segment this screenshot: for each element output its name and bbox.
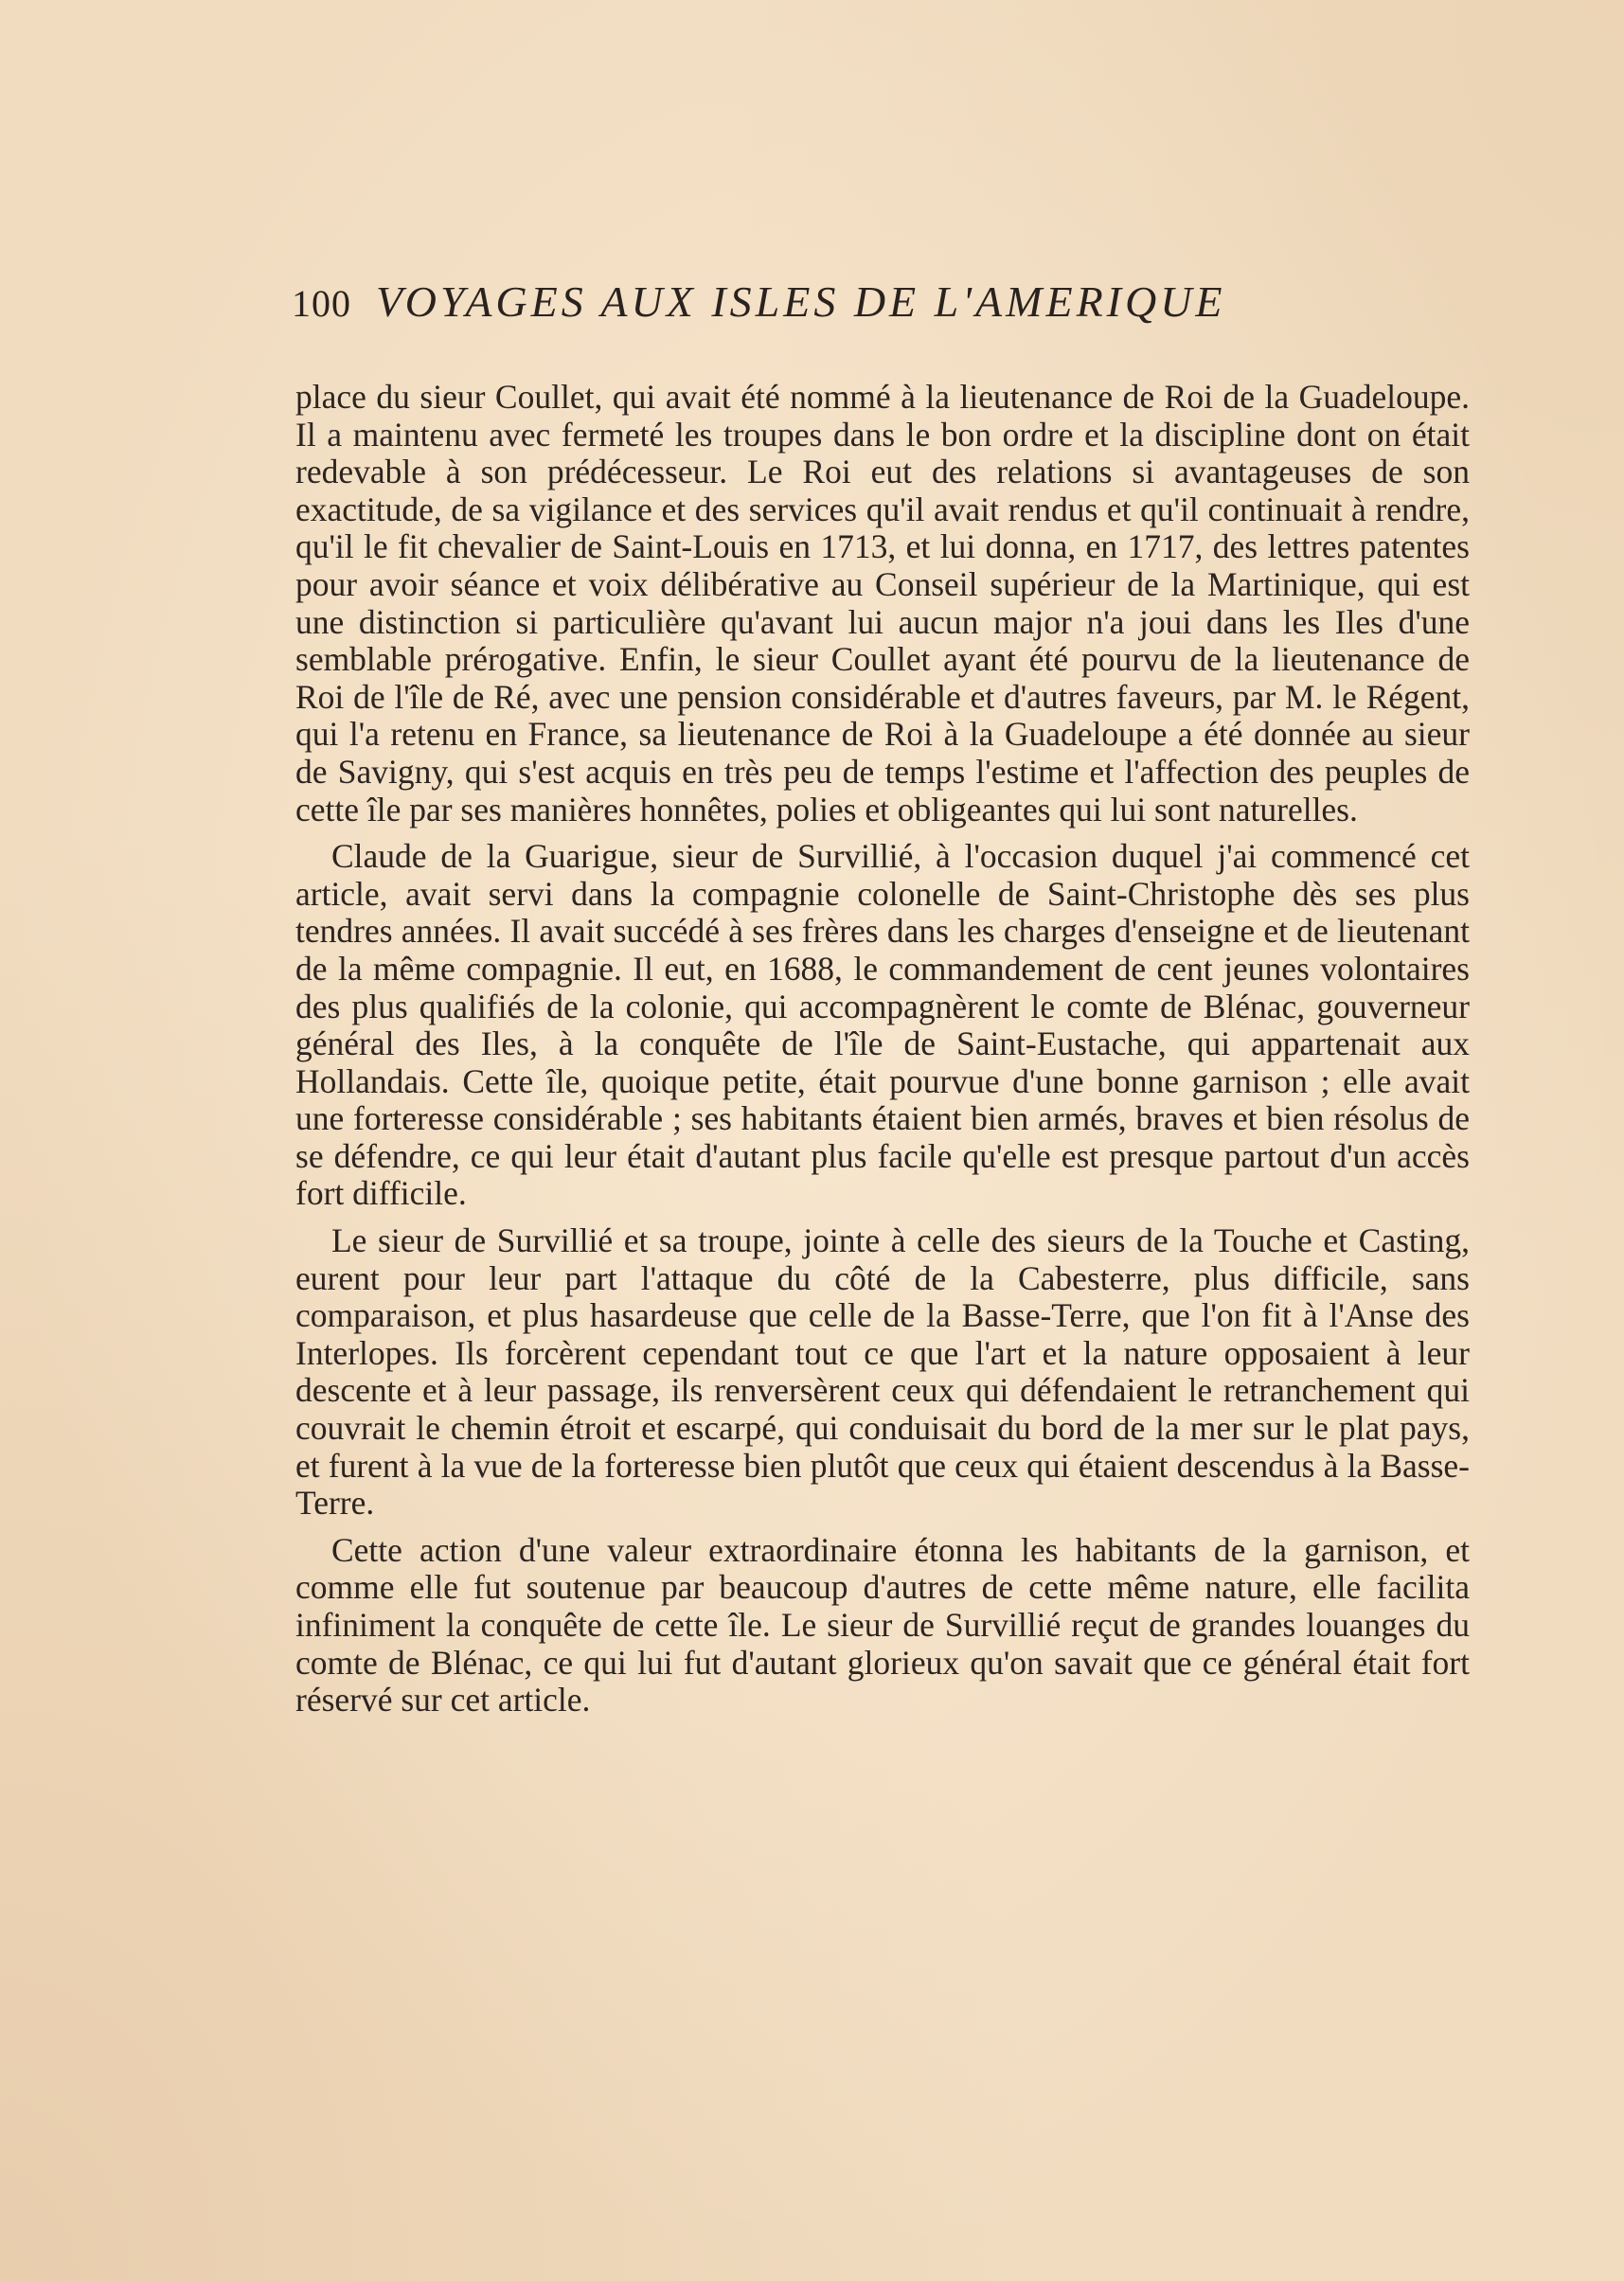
paragraph: Le sieur de Survillié et sa troupe, jointe à celle des sieurs de la Touche et Casting, eurent pour leur part l'attaque du côté de la Cabesterre, plus difficile, sans comparaison, et plus hasardeuse que celle de la Basse-Terre, que l'on fit à l'Anse des Interlopes. Ils forcèrent cependant tout ce que l'art et la nature opposaient à leur descente et à leur passage, ils renversèrent ceux qui défendaient le retranchement qui couvrait le chemin étroit et escarpé, qui conduisait du bord de la mer sur le plat pays, et furent à la vue de la forteresse bien plutôt que ceux qui étaient descendus à la Basse-Terre. — [295, 1221, 1470, 1523]
running-head: VOYAGES AUX ISLES DE L'AMERIQUE — [376, 277, 1226, 326]
paragraph: place du sieur Coullet, qui avait été nommé à la lieutenance de Roi de la Guadeloupe. Il a maintenu avec fermeté les troupes dans le bon ordre et la discipline dont on était redevable à son prédécesseur. Le Roi eut des relations si avantageuses de son exactitude, de sa vigilance et des services qu'il avait rendus et qu'il continuait à rendre, qu'il le fit chevalier de Saint-Louis en 1713, et lui donna, en 1717, des lettres patentes pour avoir séance et voix délibérative au Conseil supérieur de la Martinique, qui est une distinction si particulière qu'avant lui aucun major n'a joui dans les Iles d'une semblable prérogative. Enfin, le sieur Coullet ayant été pourvu de la lieutenance de Roi de l'île de Ré, avec une pension considérable et d'autres faveurs, par M. le Régent, qui l'a retenu en France, sa lieutenance de Roi à la Guadeloupe a été donnée au sieur de Savigny, qui s'est acquis en très peu de temps l'estime et l'affection des peuples de cette île par ses manières honnêtes, polies et obligeantes qui lui sont naturelles. — [295, 378, 1470, 829]
body-text — [295, 379, 1470, 1720]
page-number: 100 — [292, 282, 351, 325]
paragraph: Cette action d'une valeur extraordinaire étonna les habitants de la garnison, et comme elle fut soutenue par beaucoup d'autres de cette même nature, elle facilita infiniment la conquête de cette île. Le sieur de Survillié reçut de grandes louanges du comte de Blénac, ce qui lui fut d'autant glorieux qu'on savait que ce général était fort réservé sur cet article. — [295, 1530, 1470, 1720]
page-header — [292, 276, 1409, 352]
paragraph: Claude de la Guarigue, sieur de Survillié, à l'occasion duquel j'ai commencé cet article, avait servi dans la compagnie colonelle de Saint-Christophe dès ses plus tendres années. Il avait succédé à ses frères dans les charges d'enseigne et de lieutenant de la même compagnie. Il eut, en 1688, le commandement de cent jeunes volontaires des plus qualifiés de la colonie, qui accompagnèrent le comte de Blénac, gouverneur général des Iles, à la conquête de l'île de Saint-Eustache, qui appartenait aux Hollandais. Cette île, quoique petite, était pourvue d'une bonne garnison ; elle avait une forteresse considérable ; ses habitants étaient bien armés, braves et bien résolus de se défendre, ce qui leur était d'autant plus facile qu'elle est presque partout d'un accès fort difficile. — [295, 837, 1470, 1213]
